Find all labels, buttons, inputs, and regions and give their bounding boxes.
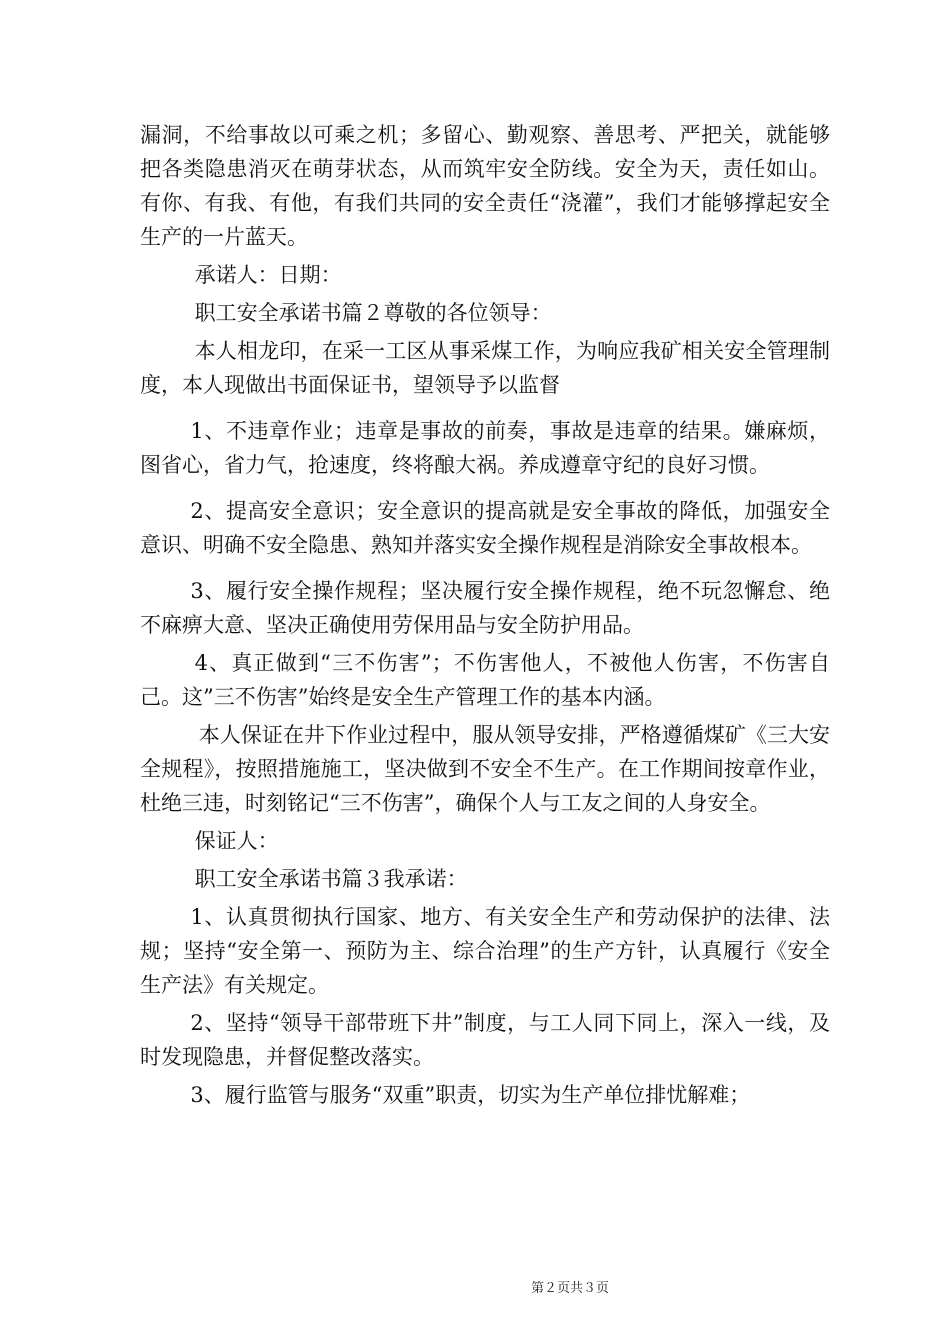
promise-signature-line: 承诺人：日期： — [194, 263, 342, 287]
section-2-intro: 本人相龙印，在采一工区从事采煤工作，为响应我矿相关安全管理制度，本人现做出书面保证书，望领导予以监督 — [140, 339, 830, 397]
section-2-item-4: 4、真正做到“三不伤害”；不伤害他人，不被他人伤害，不伤害自己。这”三不伤害”始终是安全生产管理工作的基本内涵。 — [140, 651, 830, 709]
section-2-guarantee: 本人保证在井下作业过程中，服从领导安排，严格遵循煤矿《三大安全规程》，按照措施施工，坚决做到不安全不生产。在工作期间按章作业，杜绝三违，时刻铭记“三不伤害”，确保个人与工友之间的人身安全。 — [140, 723, 830, 815]
section-2-item-2: 2、提高安全意识；安全意识的提高就是安全事故的降低，加强安全意识、明确不安全隐患、熟知并落实安全操作规程是消除安全事故根本。 — [140, 499, 830, 557]
paragraph-continuation: 漏洞，不给事故以可乘之机；多留心、勤观察、善思考、严把关，就能够把各类隐患消灭在萌芽状态，从而筑牢安全防线。安全为天，责任如山。有你、有我、有他，有我们共同的安全责任“浇灌”，我们才能够撑起安全生产的一片蓝天。 — [140, 123, 830, 249]
section-2-item-1: 1、不违章作业；违章是事故的前奏，事故是违章的结果。嫌麻烦，图省心，省力气，抢速度，终将酿大祸。养成遵章守纪的良好习惯。 — [140, 419, 830, 477]
section-3-item-3: 3、履行监管与服务“双重”职责，切实为生产单位排忧解难； — [190, 1083, 751, 1107]
document-body — [140, 118, 830, 1112]
section-3-item-1: 1、认真贯彻执行国家、地方、有关安全生产和劳动保护的法律、法规；坚持“安全第一、预防为主、综合治理”的生产方针，认真履行《安全生产法》有关规定。 — [140, 905, 830, 997]
section-2-item-3: 3、履行安全操作规程；坚决履行安全操作规程，绝不玩忽懈怠、绝不麻痹大意、坚决正确使用劳保用品与安全防护用品。 — [140, 579, 830, 637]
page-number: 第２页共３页 — [530, 1281, 609, 1296]
section-3-item-2: 2、坚持“领导干部带班下井”制度，与工人同下同上，深入一线，及时发现隐患，并督促整改落实。 — [140, 1011, 830, 1069]
section-3-heading: 职工安全承诺书篇３我承诺： — [194, 867, 468, 891]
section-2-heading: 职工安全承诺书篇２尊敬的各位领导： — [194, 301, 552, 325]
guarantor-signature-line: 保证人： — [194, 829, 279, 853]
page-footer — [0, 1277, 950, 1296]
